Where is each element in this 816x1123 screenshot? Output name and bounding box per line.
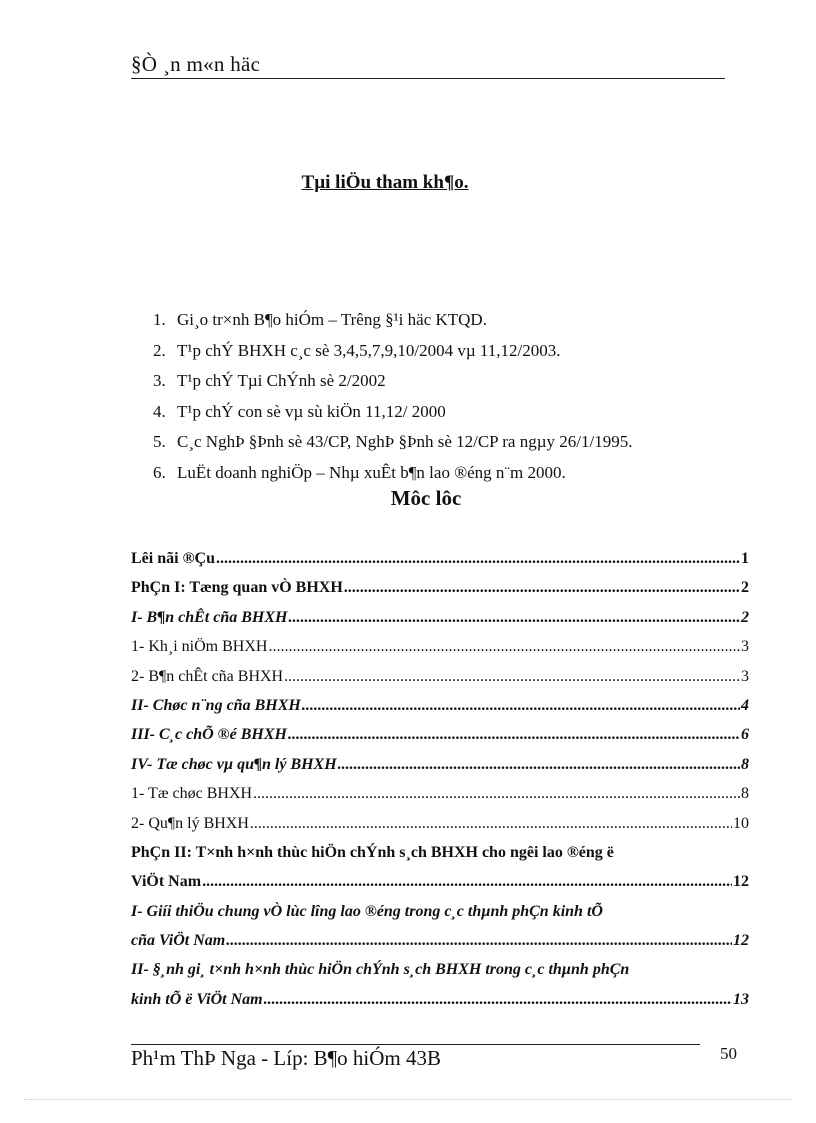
toc-page-number: 4 <box>741 696 749 714</box>
toc-leader <box>253 785 740 803</box>
reference-text: C¸c NghÞ §Þnh sè 43/CP, NghÞ §Þnh sè 12/CP ra ngµy 26/1/1995. <box>177 432 633 452</box>
toc-entry-text: Lêi nãi ®Çu <box>131 550 215 567</box>
header-divider <box>131 78 725 79</box>
reference-number: 4. <box>153 401 166 421</box>
table-of-contents <box>131 550 749 1020</box>
toc-entry-text: PhÇn I: Tæng quan vÒ BHXH <box>131 579 343 597</box>
page-footer: Ph¹m ThÞ Nga - Líp: B¶o hiÓm 43B <box>131 1046 442 1070</box>
page-header: §Ò ¸n m«n häc <box>131 52 261 76</box>
reference-item <box>153 427 632 458</box>
reference-text: T¹p chÝ Tµi ChÝnh sè 2/2002 <box>177 371 386 391</box>
toc-entry <box>131 991 749 1020</box>
references-title: Tµi liÖu tham kh¶o. <box>301 172 469 193</box>
toc-leader <box>288 726 740 744</box>
toc-entry <box>131 697 749 726</box>
toc-leader <box>338 756 740 774</box>
toc-entry-text: I- B¶n chÊt cña BHXH <box>131 608 288 626</box>
toc-page-number: 6 <box>741 726 749 744</box>
reference-item <box>153 397 632 428</box>
page-number: 50 <box>720 1044 737 1063</box>
toc-entry <box>131 873 749 902</box>
toc-entry-wrapped-line <box>131 903 749 932</box>
toc-entry-text: II- Chøc n¨ng cña BHXH <box>131 696 301 714</box>
toc-entry-text: III- C¸c chÕ ®é BHXH <box>131 726 287 744</box>
toc-entry <box>131 609 749 638</box>
reference-item <box>153 336 632 367</box>
reference-item <box>153 305 632 336</box>
toc-entry <box>131 756 749 785</box>
reference-item <box>153 366 632 397</box>
reference-text: LuËt doanh nghiÖp – Nhµ xuÊt b¶n lao ®éng n¨m 2000. <box>177 462 566 482</box>
toc-entry <box>131 550 749 579</box>
toc-entry <box>131 638 749 667</box>
toc-entry-text: ViÖt Nam <box>131 873 202 891</box>
toc-page-number: 2 <box>741 608 749 626</box>
toc-entry-text: 2- Qu¶n lý BHXH <box>131 814 249 832</box>
reference-number: 2. <box>153 340 166 360</box>
reference-item <box>153 458 632 489</box>
footer-divider <box>131 1044 700 1045</box>
toc-page-number: 13 <box>733 990 749 1008</box>
reference-number: 6. <box>153 462 166 482</box>
toc-entry-wrapped-line <box>131 961 749 990</box>
toc-leader <box>302 697 740 715</box>
toc-entry-text: 2- B¶n chÊt cña BHXH <box>131 667 284 685</box>
reference-number: 1. <box>153 310 166 329</box>
reference-text: T¹p chÝ con sè vµ sù kiÖn 11,12/ 2000 <box>177 401 446 421</box>
toc-title: Môc lôc <box>390 486 462 510</box>
toc-entry-text: II- §¸nh gi¸ t×nh h×nh thùc hiÖn chÝnh s¸ch BHXH trong c¸c thµnh phÇn <box>131 961 630 979</box>
toc-page-number: 2 <box>741 579 749 597</box>
toc-entry <box>131 579 749 608</box>
toc-leader <box>250 815 732 833</box>
reference-text: Gi¸o tr×nh B¶o hiÓm – Trêng §¹i häc KTQD. <box>177 310 487 329</box>
toc-leader <box>216 550 740 568</box>
reference-number: 3. <box>153 371 166 391</box>
toc-entry-wrapped-line <box>131 844 749 873</box>
toc-entry <box>131 932 749 961</box>
toc-leader <box>268 638 740 656</box>
toc-leader <box>202 873 732 891</box>
toc-leader <box>344 579 740 597</box>
reference-text: T¹p chÝ BHXH c¸c sè 3,4,5,7,9,10/2004 vµ 11,12/2003. <box>177 340 561 360</box>
toc-page-number: 12 <box>733 932 749 950</box>
toc-entry-text: IV- Tæ chøc vµ qu¶n lý BHXH <box>131 755 337 773</box>
toc-entry <box>131 815 749 844</box>
toc-entry-text: kinh tÕ ë ViÖt Nam <box>131 990 263 1008</box>
toc-entry-text: 1- Kh¸i niÖm BHXH <box>131 638 268 656</box>
toc-entry-text: I- Giíi thiÖu chung vÒ lùc lîng lao ®éng trong c¸c thµnh phÇn kinh tÕ <box>131 902 603 920</box>
toc-entry <box>131 726 749 755</box>
toc-entry <box>131 668 749 697</box>
toc-page-number: 1 <box>741 550 749 567</box>
toc-leader <box>264 991 732 1009</box>
toc-page-number: 8 <box>741 785 749 803</box>
toc-page-number: 10 <box>733 814 749 832</box>
toc-page-number: 3 <box>741 638 749 656</box>
reference-number: 5. <box>153 432 166 452</box>
toc-page-number: 3 <box>741 667 749 685</box>
page-bottom-border <box>24 1099 792 1100</box>
toc-entry-text: 1- Tæ chøc BHXH <box>131 785 253 803</box>
references-list <box>153 305 632 489</box>
toc-entry-text: PhÇn II: T×nh h×nh thùc hiÖn chÝnh s¸ch BHXH cho ngêi lao ®éng ë <box>131 843 614 861</box>
toc-entry-text: cña ViÖt Nam <box>131 932 226 950</box>
toc-page-number: 12 <box>733 873 749 891</box>
toc-leader <box>288 609 740 627</box>
toc-page-number: 8 <box>741 755 749 773</box>
toc-leader <box>226 932 732 950</box>
toc-entry <box>131 785 749 814</box>
toc-leader <box>284 668 740 686</box>
